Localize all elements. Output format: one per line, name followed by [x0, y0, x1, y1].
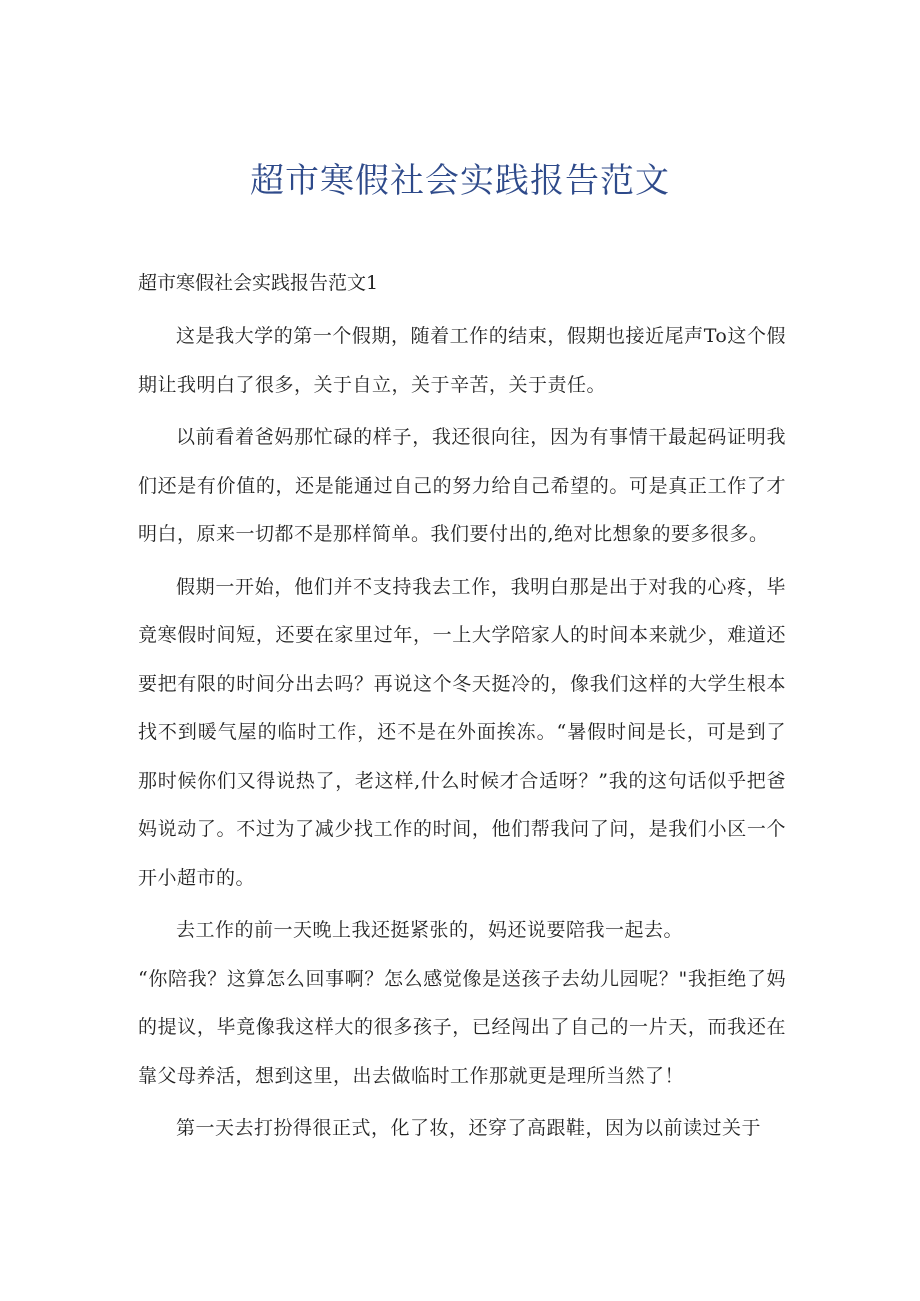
- paragraph: 这是我大学的第一个假期，随着工作的结束，假期也接近尾声To这个假期让我明白了很多，关于自立，关于辛苦，关于责任。: [138, 325, 786, 396]
- paragraph: 第一天去打扮得很正式，化了妆，还穿了高跟鞋，因为以前读过关于: [176, 1117, 762, 1139]
- paragraph: 去工作的前一天晚上我还挺紧张的，妈还说要陪我一起去。: [176, 919, 684, 941]
- paragraph: 假期一开始，他们并不支持我去工作，我明白那是出于对我的心疼，毕竟寒假时间短，还要在家里过年，一上大学陪家人的时间本来就少，难道还要把有限的时间分出去吗？再说这个冬天挺冷的，像我们这样的大学生根本找不到暖气屋的临时工作，还不是在外面挨冻。“暑假时间是长，可是到了那时候你们又得说热了，老这样,什么时候才合适呀？”我的这句话似乎把爸妈说动了。不过为了减少找工作的时间，他们帮我问了问，是我们小区一个开小超市的。: [138, 575, 786, 889]
- document-title: 超市寒假社会实践报告范文: [250, 161, 670, 201]
- paragraph: 以前看着爸妈那忙碌的样子，我还很向往，因为有事情干最起码证明我们还是有价值的，还是能通过自己的努力给自己希望的。可是真正工作了才明白，原来一切都不是那样简单。我们要付出的,绝对比想象的要多很多。: [138, 426, 786, 545]
- section-subheading: 超市寒假社会实践报告范文1: [138, 272, 379, 294]
- document-body: [138, 262, 786, 1153]
- paragraph: “你陪我？这算怎么回事啊？怎么感觉像是送孩子去幼儿园呢？"我拒绝了妈的提议，毕竟像我这样大的很多孩子，已经闯出了自己的一片天，而我还在靠父母养活，想到这里，出去做临时工作那就更是理所当然了！: [138, 967, 786, 1087]
